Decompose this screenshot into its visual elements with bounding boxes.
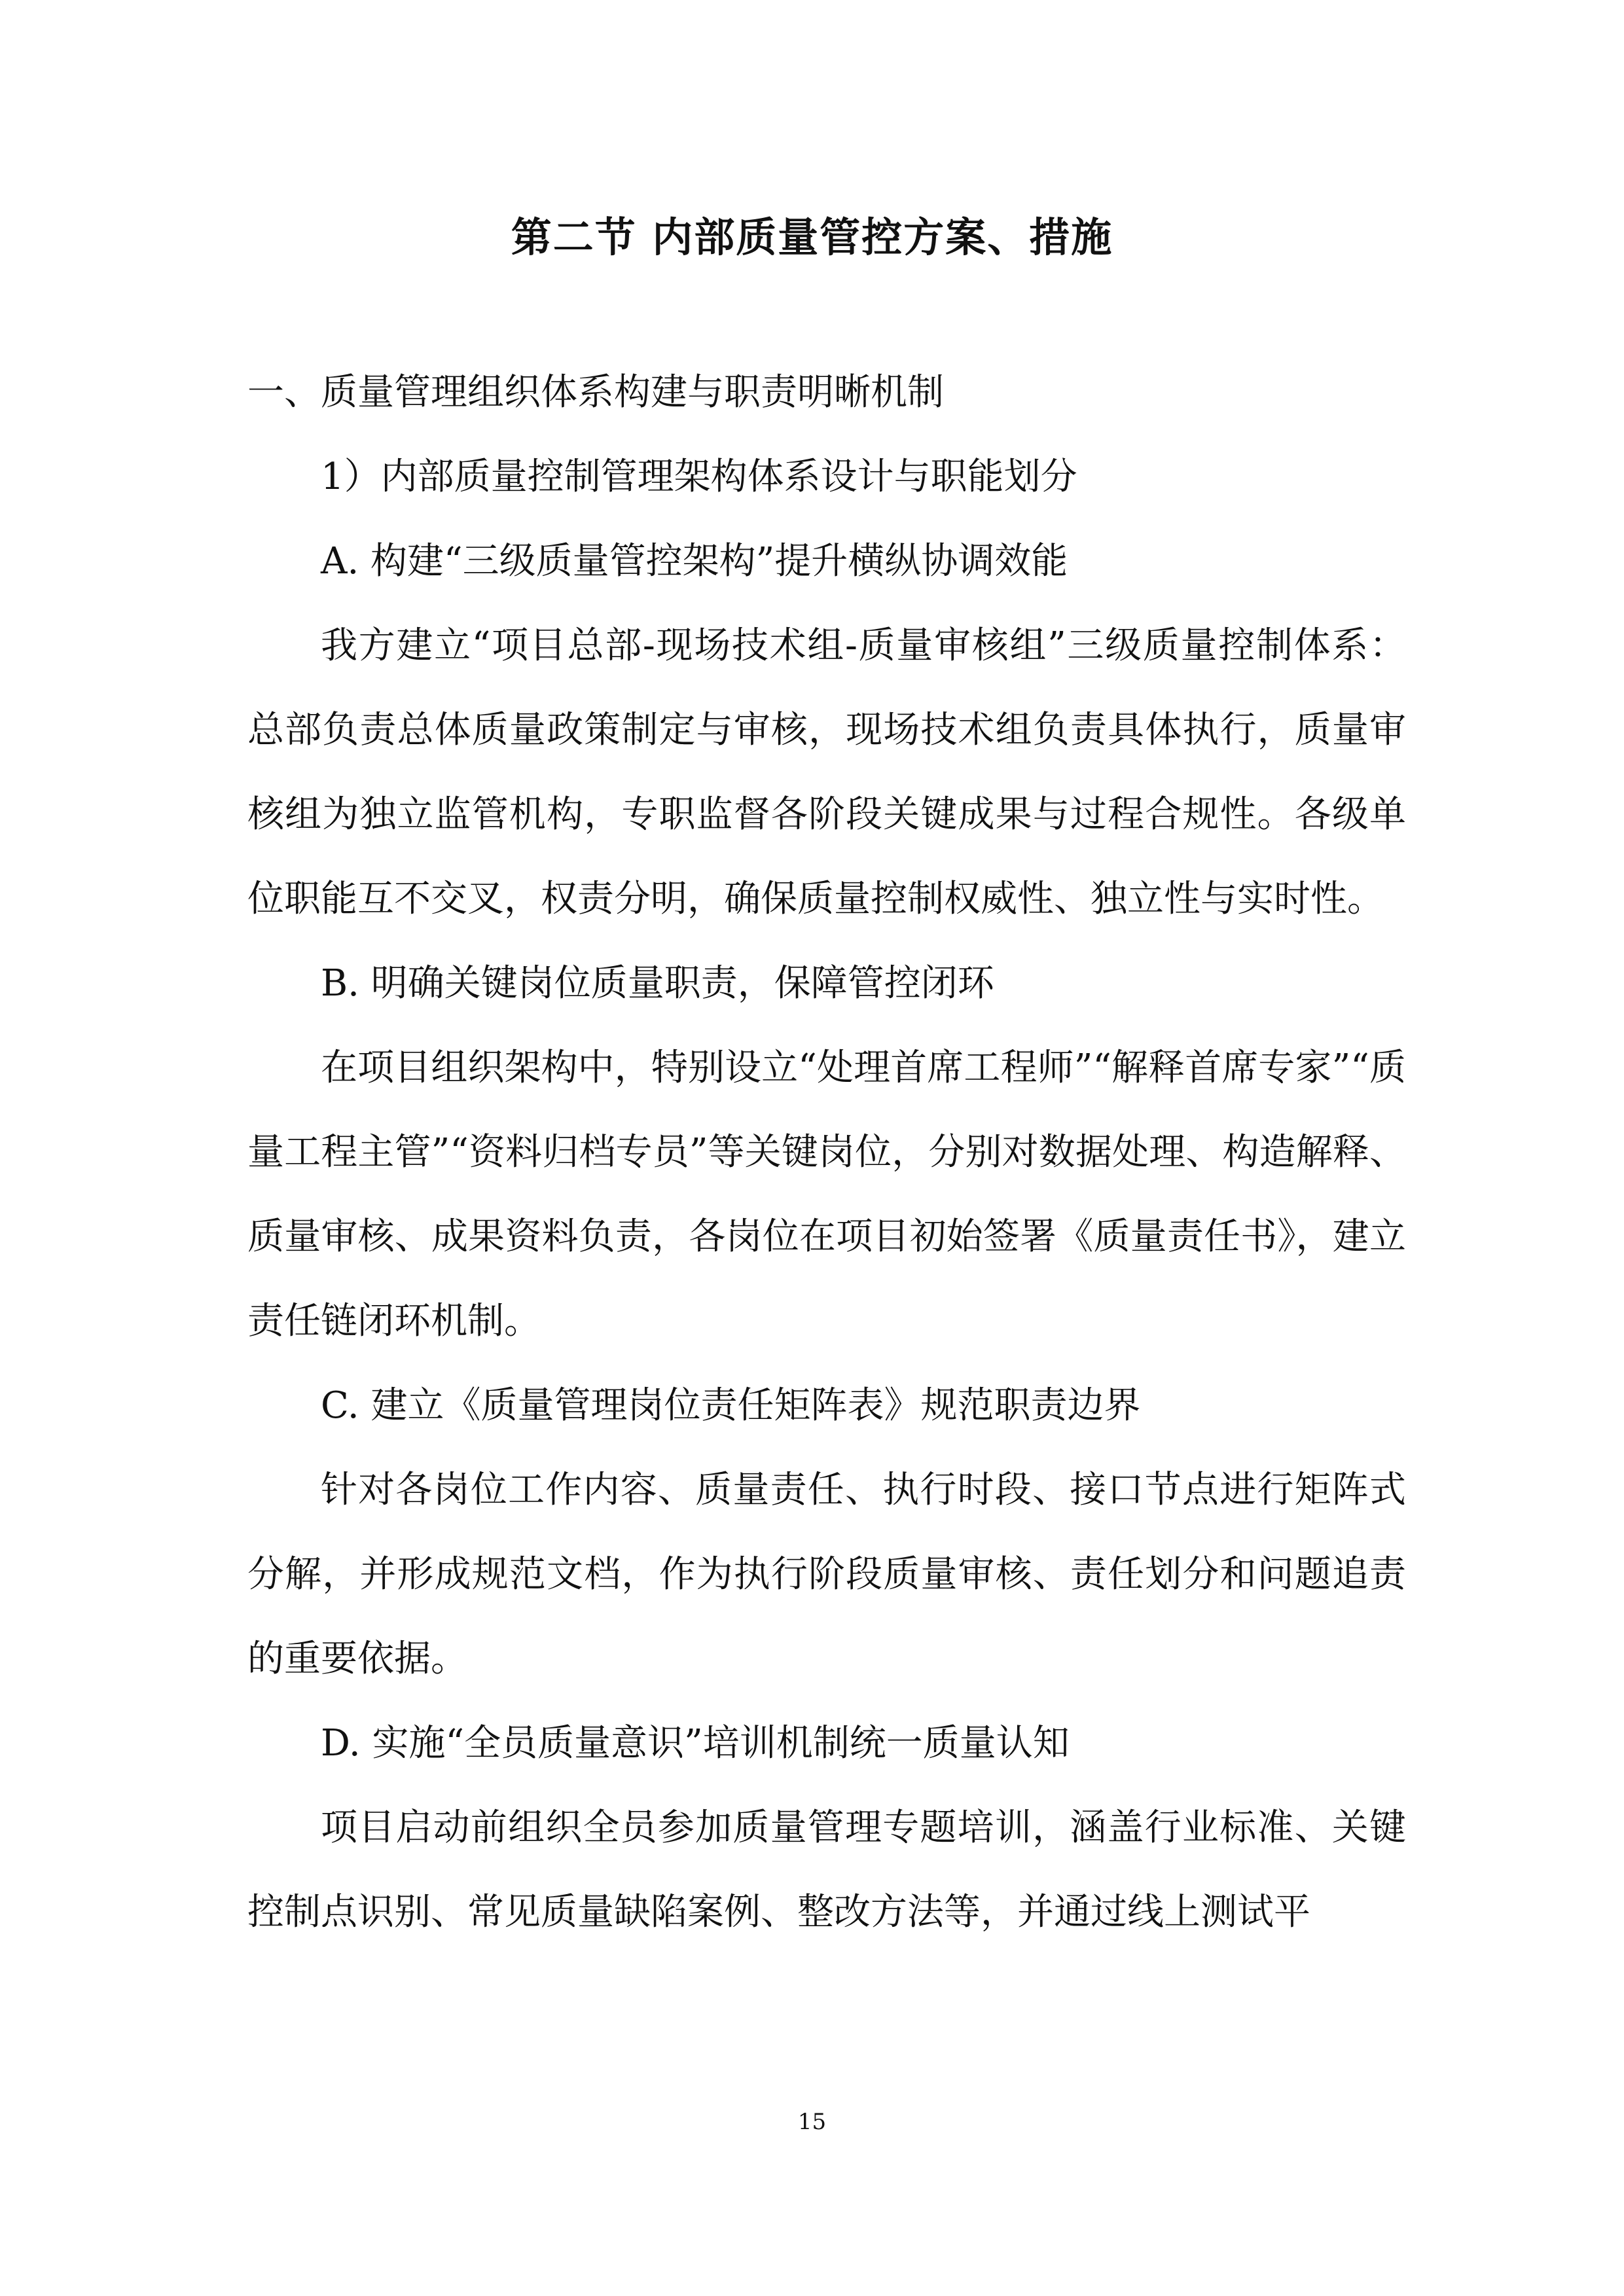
paragraph-b: 在项目组织架构中，特别设立“处理首席工程师”“解释首席专家”“质量工程主管”“资料归档专员”等关键岗位，分别对数据处理、构造解释、质量审核、成果资料负责，各岗位在项目初始签署《质量责任书》，建立责任链闭环机制。	[247, 1047, 1406, 1342]
item-heading-d: D. 实施“全员质量意识”培训机制统一质量认知	[321, 1722, 1070, 1765]
item-heading-b: B. 明确关键岗位质量职责，保障管控闭环	[321, 962, 994, 1005]
item-heading-c: C. 建立《质量管理岗位责任矩阵表》规范职责边界	[321, 1384, 1141, 1427]
item-heading-a: A. 构建“三级质量管控架构”提升横纵协调效能	[321, 540, 1068, 583]
paragraph-d: 项目启动前组织全员参加质量管理专题培训，涵盖行业标准、关键控制点识别、常见质量缺陷案例、整改方法等，并通过线上测试平	[247, 1806, 1406, 1933]
subsection-heading: 1）内部质量控制管理架构体系设计与职能划分	[321, 456, 1077, 498]
section-title: 第二节 内部质量管控方案、措施	[511, 213, 1113, 261]
paragraph-a: 我方建立“项目总部-现场技术组-质量审核组”三级质量控制体系：总部负责总体质量政策制定与审核，现场技术组负责具体执行，质量审核组为独立监管机构，专职监督各阶段关键成果与过程合规性。各级单位职能互不交叉，权责分明，确保质量控制权威性、独立性与实时性。	[247, 624, 1406, 920]
paragraph-c: 针对各岗位工作内容、质量责任、执行时段、接口节点进行矩阵式分解，并形成规范文档，作为执行阶段质量审核、责任划分和问题追责的重要依据。	[247, 1469, 1406, 1680]
document-body	[247, 350, 1406, 1954]
page-number: 15	[797, 2109, 827, 2135]
section-heading: 一、质量管理组织体系构建与职责明晰机制	[247, 371, 944, 414]
